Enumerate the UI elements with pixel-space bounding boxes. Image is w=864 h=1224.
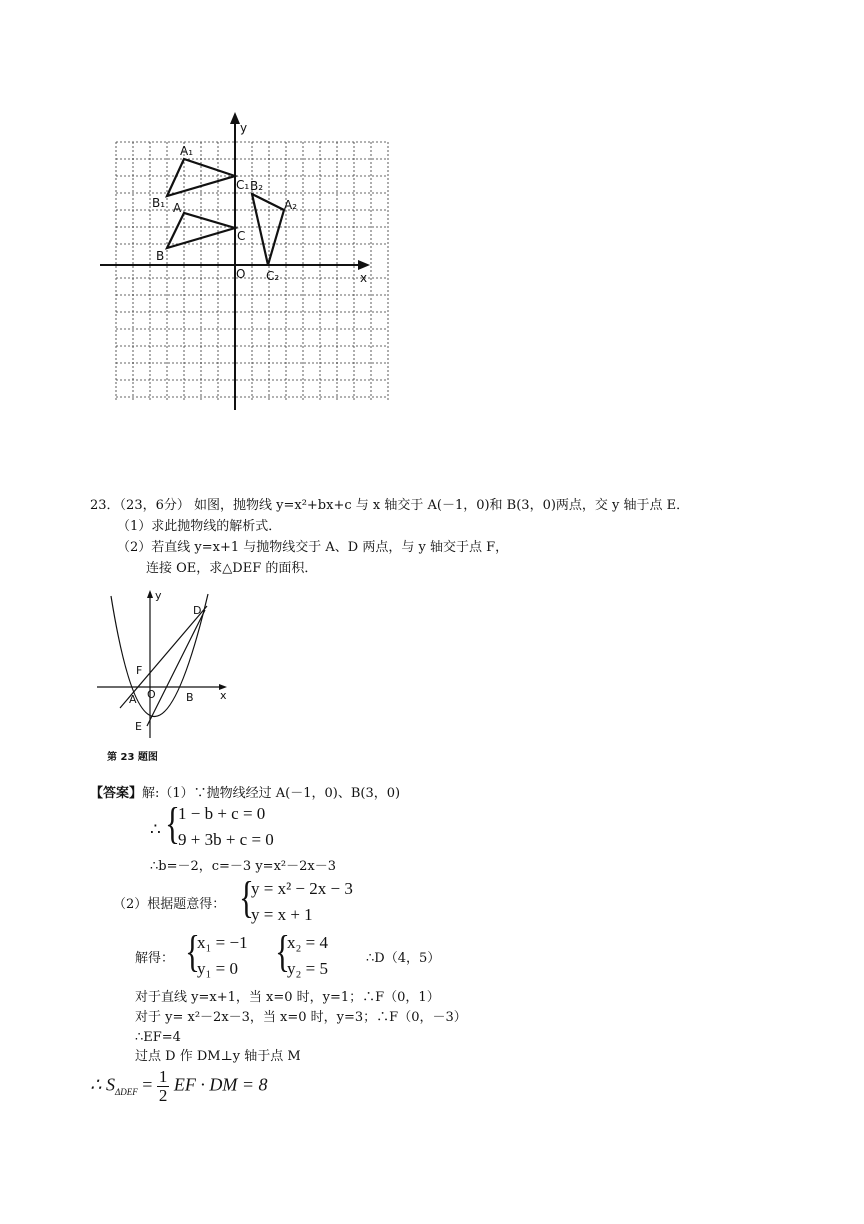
label-d: D (193, 604, 202, 617)
answer-line5: 对于 y= x²－2x－3，当 x=0 时，y=3；∴F（0，－3） (135, 1010, 467, 1025)
parabola-figure (95, 588, 245, 768)
final-prefix: ∴ S (90, 1074, 115, 1095)
problem-q1: （1）求此抛物线的解析式． (117, 519, 282, 534)
label-c2: C₂ (266, 269, 280, 283)
solution-2b: y₂ = 5 (287, 959, 329, 978)
label-a1: A₁ (180, 144, 194, 158)
equation-2a: y = x² − 2x − 3 (251, 879, 353, 898)
answer-line1 (90, 786, 400, 802)
y-axis-arrow (147, 590, 153, 598)
answer-text-1: 解:（1）∵抛物线经过 A(－1，0)、B(3，0) (142, 786, 401, 801)
label-c: C (237, 229, 246, 243)
fraction-half (157, 1068, 170, 1105)
answer-line4: 对于直线 y=x+1，当 x=0 时，y=1；∴F（0，1） (135, 990, 440, 1005)
label-origin: O (236, 267, 246, 281)
triangle-a2b2c2 (252, 194, 284, 265)
problem-q2-cont: 连接 OE，求△DEF 的面积． (146, 561, 318, 576)
solution-1b: y₁ = 0 (197, 959, 239, 978)
label-o: O (147, 688, 156, 701)
fraction-numerator: 1 (158, 1067, 168, 1086)
answer-line2: ∴b=－2，c=－3 y=x²－2x－3 (150, 859, 336, 874)
problem-header: 23．（23，6分） 如图，抛物线 y=x²+bx+c 与 x 轴交于 A(－1，0)和 B(3，0)两点，交 y 轴于点 E． (90, 498, 690, 513)
solution-1a: x₁ = −1 (197, 933, 248, 952)
label-y: y (155, 589, 162, 602)
line-e-d (147, 610, 205, 726)
equation-1a: 1 − b + c = 0 (178, 804, 266, 823)
answer-line7: 过点 D 作 DM⊥y 轴于点 M (135, 1049, 301, 1064)
equation-2b: y = x + 1 (251, 905, 313, 924)
label-a: A (173, 201, 182, 215)
label-b2: B₂ (250, 179, 264, 193)
label-a2: A₂ (284, 198, 298, 212)
label-b: B (186, 691, 194, 704)
point-d: ∴D（4，5） (366, 951, 441, 966)
label-b1: B₁ (152, 196, 166, 210)
brace-2: { (239, 873, 254, 922)
figure-caption: 第 23 题图 (107, 752, 158, 763)
label-axis-y: y (240, 121, 248, 135)
final-equation (90, 1068, 268, 1105)
brace-3: { (185, 927, 200, 976)
label-axis-x: x (360, 271, 368, 285)
triangles (167, 159, 284, 265)
axes (100, 116, 366, 410)
solve-label: 解得： (135, 951, 175, 966)
final-subscript: ΔDEF (114, 1087, 138, 1098)
axis-x-arrow (358, 260, 370, 270)
grid-figure (98, 110, 398, 420)
brace-1: { (165, 799, 180, 848)
label-e: E (135, 720, 142, 733)
solution-2a: x₂ = 4 (287, 933, 329, 952)
final-tail: EF · DM = 8 (173, 1074, 268, 1095)
answer-line6: ∴EF=4 (135, 1030, 181, 1045)
brace-4: { (275, 927, 290, 976)
fraction-denominator: 2 (158, 1086, 168, 1105)
answer-line3-label: （2）根据题意得： (113, 897, 226, 912)
answer-tag: 【答案】 (90, 786, 143, 801)
problem-q2: （2）若直线 y=x+1 与抛物线交于 A、D 两点，与 y 轴交于点 F， (117, 540, 509, 555)
label-x: x (220, 689, 227, 702)
equation-1b: 9 + 3b + c = 0 (178, 830, 274, 849)
final-equals: = (142, 1074, 153, 1095)
label-f: F (136, 664, 143, 677)
label-a: A (129, 693, 137, 706)
axis-y-arrow (230, 112, 240, 124)
label-b: B (156, 249, 165, 263)
label-c1: C₁ (236, 178, 250, 192)
therefore-symbol-1: ∴ (150, 820, 161, 839)
